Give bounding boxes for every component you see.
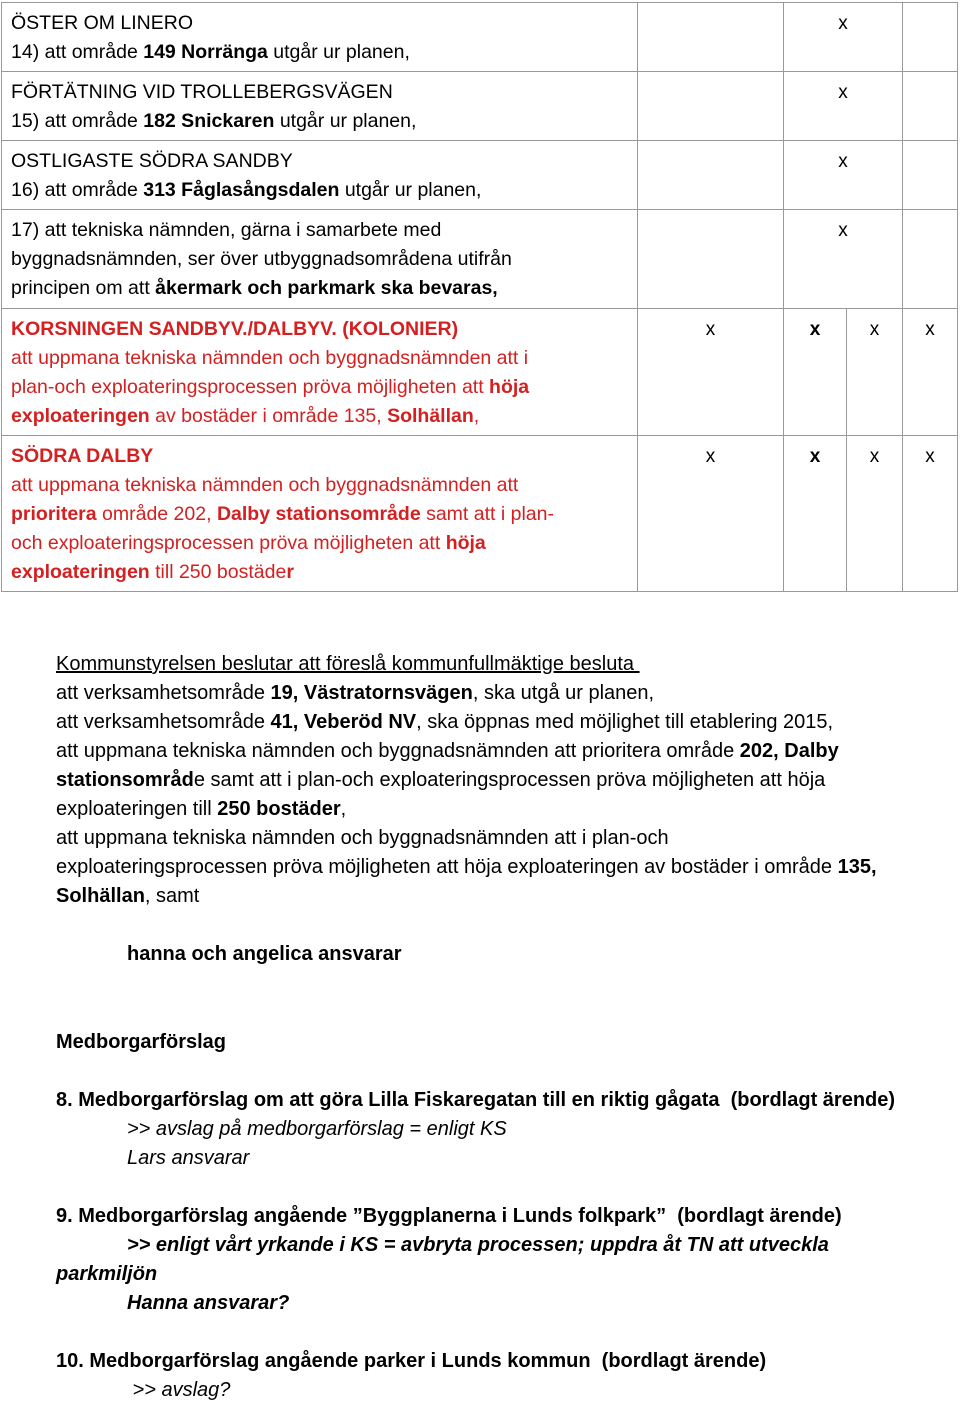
spacer [56,1173,956,1202]
decision-line: att verksamhetsområde 41, Veberöd NV, ska öppnas med möjlighet till etablering 2015, [56,711,834,733]
medborgar-section [56,1028,956,1405]
table-row [2,141,958,210]
section-heading: OSTLIGASTE SÖDRA SANDBY [11,150,293,172]
vote-cell: x [847,436,903,592]
vote-cell: x [784,3,903,72]
vote-cell: x [847,309,903,436]
vote-cell: x [638,309,784,436]
spacer [56,1318,956,1347]
motion-title: 8. Medborgarförslag om att göra Lilla Fiskaregatan till en riktig gågata (bordlagt ärende) [56,1089,896,1111]
proposal-cell [2,210,638,309]
vote-cell [903,3,958,72]
medborgar-heading: Medborgarförslag [56,1031,227,1053]
ks-decision-section [56,650,956,969]
proposal-cell [2,309,638,436]
proposal-text: prioritera område 202, Dalby stationsområde samt att i plan- [11,503,554,525]
decision-line: Solhällan, samt [56,885,200,907]
vote-cell: x [784,309,847,436]
motion-decision: >> enligt vårt yrkande i KS = avbryta processen; uppdra åt TN att utveckla [127,1234,829,1256]
proposal-text: 16) att område 313 Fåglasångsdalen utgår ur planen, [11,179,482,201]
proposal-text: att uppmana tekniska nämnden och byggnadsnämnden att [11,474,519,496]
proposal-cell [2,72,638,141]
vote-cell: x [638,436,784,592]
proposal-text: exploateringen av bostäder i område 135, Solhällan, [11,405,480,427]
table-row [2,3,958,72]
proposal-text: byggnadsnämnden, ser över utbyggnadsområdena utifrån [11,248,512,270]
proposal-text: att uppmana tekniska nämnden och byggnadsnämnden att i [11,347,529,369]
vote-cell [638,210,784,309]
vote-cell: x [784,141,903,210]
decision-line: att uppmana tekniska nämnden och byggnadsnämnden att prioritera område 202, Dalby [56,740,839,762]
proposal-text: 15) att område 182 Snickaren utgår ur planen, [11,110,417,132]
responsible-note: hanna och angelica ansvarar [127,943,402,965]
vote-cell [903,141,958,210]
proposal-text: exploateringen till 250 bostäder [11,561,294,583]
section-heading: SÖDRA DALBY [11,445,154,467]
vote-cell: x [903,309,958,436]
proposal-cell [2,141,638,210]
proposal-text: och exploateringsprocessen pröva möjligheten att höja [11,532,486,554]
vote-cell: x [784,210,903,309]
decision-line: exploateringsprocessen pröva möjligheten att höja exploateringen av bostäder i område 135, [56,856,877,878]
motion-title: 9. Medborgarförslag angående ”Byggplanerna i Lunds folkpark” (bordlagt ärende) [56,1205,842,1227]
ks-heading: Kommunstyrelsen beslutar att föreslå kommunfullmäktige besluta [56,653,640,675]
decision-line: att uppmana tekniska nämnden och byggnadsnämnden att i plan-och [56,827,669,849]
vote-cell: x [784,436,847,592]
vote-cell [638,141,784,210]
section-heading: ÖSTER OM LINERO [11,12,194,34]
vote-cell: x [784,72,903,141]
proposal-text: plan-och exploateringsprocessen pröva möjligheten att höja [11,376,530,398]
proposal-text: principen om att åkermark och parkmark ska bevaras, [11,277,498,299]
spacer [56,911,956,940]
vote-cell [903,72,958,141]
motion-decision: >> avslag? [127,1379,231,1401]
table-row [2,210,958,309]
table-row [2,72,958,141]
motion-responsible: Lars ansvarar [127,1147,250,1169]
motion-title: 10. Medborgarförslag angående parker i Lunds kommun (bordlagt ärende) [56,1350,767,1372]
vote-cell [903,210,958,309]
motion-decision: >> avslag på medborgarförslag = enligt KS [127,1118,507,1140]
proposal-text: 14) att område 149 Norränga utgår ur planen, [11,41,410,63]
table-row [2,436,958,592]
vote-cell: x [903,436,958,592]
proposal-cell [2,3,638,72]
decision-line: exploateringen till 250 bostäder, [56,798,347,820]
section-heading: FÖRTÄTNING VID TROLLEBERGSVÄGEN [11,81,393,103]
spacer [56,1057,956,1086]
decision-line: att verksamhetsområde 19, Västratornsvägen, ska utgå ur planen, [56,682,655,704]
proposal-cell [2,436,638,592]
motion-responsible: Hanna ansvarar? [127,1292,290,1314]
motion-decision: parkmiljön [56,1263,158,1285]
proposal-text: 17) att tekniska nämnden, gärna i samarbete med [11,219,442,241]
vote-cell [638,3,784,72]
decision-line: stationsområde samt att i plan-och exploateringsprocessen pröva möjligheten att höja [56,769,826,791]
table-row [2,309,958,436]
vote-cell [638,72,784,141]
decision-table [1,2,958,592]
section-heading: KORSNINGEN SANDBYV./DALBYV. (KOLONIER) [11,318,459,340]
